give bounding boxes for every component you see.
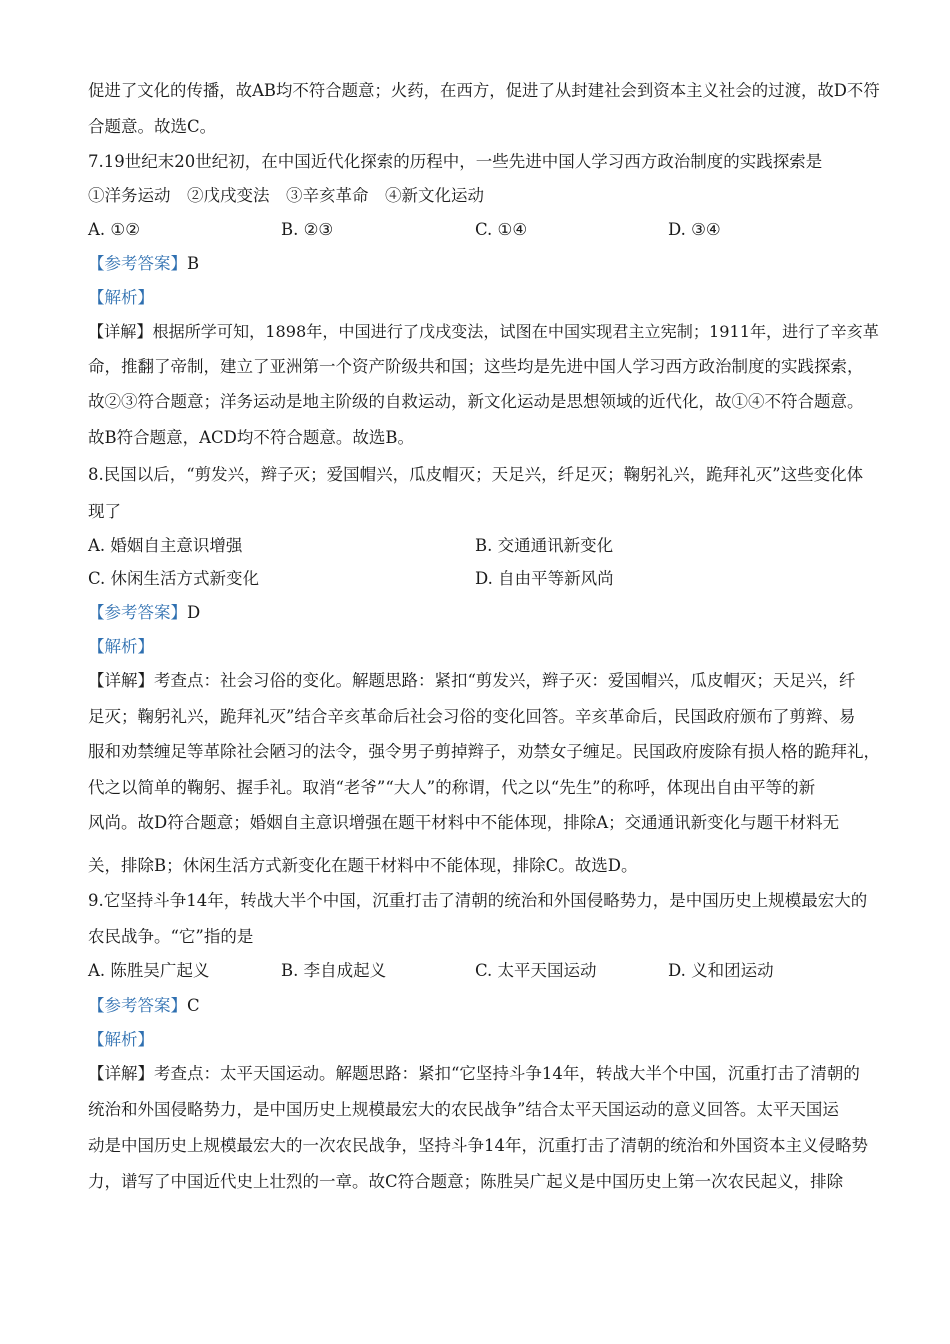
question-7-option-c: C. ①④: [475, 220, 528, 239]
text-line: 统治和外国侵略势力，是中国历史上规模最宏大的农民战争”结合太平天国运动的意义回答。太平天国运: [88, 1100, 839, 1119]
detail-text: 根据所学可知，1898年，中国进行了戊戌变法，试图在中国实现君主立宪制；1911年，进行了辛亥革: [152, 322, 879, 341]
question-9-stem: 9.它坚持斗争14年，转战大半个中国，沉重打击了清朝的统治和外国侵略势力，是中国历史上规模最宏大的: [88, 891, 868, 910]
question-8-option-b: B. 交通通讯新变化: [475, 536, 614, 555]
text-line: 动是中国历史上规模最宏大的一次农民战争，坚持斗争14年，沉重打击了清朝的统治和外国资本主义侵略势: [88, 1136, 868, 1155]
question-8-stem-cont: 现了: [88, 502, 121, 521]
question-8-analysis-tag: 【解析】: [88, 637, 154, 656]
question-9-option-b: B. 李自成起义: [281, 961, 387, 980]
text-line: 服和劝禁缠足等革除社会陋习的法令，强令男子剪掉辫子，劝禁女子缠足。民国政府废除有损人格的跪拜礼，: [88, 742, 880, 761]
answer-tag: 【参考答案】: [88, 603, 187, 622]
question-8-option-d: D. 自由平等新风尚: [475, 569, 614, 588]
question-8-answer: [88, 602, 200, 624]
question-8-option-a: A. 婚姻自主意识增强: [88, 536, 243, 555]
answer-tag: 【参考答案】: [88, 254, 187, 273]
text-line: 风尚。故D符合题意；婚姻自主意识增强在题干材料中不能体现，排除A；交通通讯新变化与题干材料无: [88, 813, 840, 832]
question-9-analysis-tag: 【解析】: [88, 1030, 154, 1049]
text-line: 力，谱写了中国近代史上壮烈的一章。故C符合题意；陈胜吴广起义是中国历史上第一次农民起义，排除: [88, 1172, 844, 1191]
text-line: 命，推翻了帝制，建立了亚洲第一个资产阶级共和国；这些均是先进中国人学习西方政治制度的实践探索，: [88, 357, 864, 376]
question-9-option-d: D. 义和团运动: [668, 961, 774, 980]
question-7-items: ①洋务运动 ②戊戌变法 ③辛亥革命 ④新文化运动: [88, 186, 484, 205]
question-9-option-c: C. 太平天国运动: [475, 961, 597, 980]
question-9-option-a: A. 陈胜吴广起义: [88, 961, 210, 980]
text-line: 足灭；鞠躬礼兴，跪拜礼灭”结合辛亥革命后社会习俗的变化回答。辛亥革命后，民国政府颁布了剪辫、易: [88, 707, 856, 726]
text-line: 故②③符合题意；洋务运动是地主阶级的自救运动，新文化运动是思想领域的近代化，故①④不符合题意。: [88, 392, 864, 411]
detail-tag: 【详解】: [88, 671, 154, 690]
question-7-option-d: D. ③④: [668, 220, 721, 239]
text-line: 故B符合题意，ACD均不符合题意。故选B。: [88, 428, 415, 447]
answer-value: B: [187, 254, 200, 273]
question-7-detail: [88, 321, 879, 343]
text-line: 合题意。故选C。: [88, 117, 217, 136]
text-line: 关，排除B；休闲生活方式新变化在题干材料中不能体现，排除C。故选D。: [88, 856, 638, 875]
answer-tag: 【参考答案】: [88, 996, 187, 1015]
text-line: 代之以简单的鞠躬、握手礼。取消“老爷”“大人”的称谓，代之以“先生”的称呼，体现出自由平等的新: [88, 778, 816, 797]
detail-tag: 【详解】: [88, 322, 153, 341]
detail-tag: 【详解】: [88, 1064, 154, 1083]
detail-text: 考查点：太平天国运动。解题思路：紧扣“它坚持斗争14年，转战大半个中国，沉重打击了清朝的: [154, 1064, 860, 1083]
question-8-stem: 8.民国以后，“剪发兴，辫子灭；爱国帽兴，瓜皮帽灭；天足兴，纤足灭；鞠躬礼兴，跪拜礼灭”这些变化体: [88, 465, 864, 484]
question-7-option-b: B. ②③: [281, 220, 334, 239]
question-7-stem: 7.19世纪末20世纪初，在中国近代化探索的历程中，一些先进中国人学习西方政治制度的实践探索是: [88, 152, 823, 171]
question-8-detail: [88, 670, 855, 692]
question-8-option-c: C. 休闲生活方式新变化: [88, 569, 260, 588]
question-7-answer: [88, 253, 199, 275]
question-7-analysis-tag: 【解析】: [88, 288, 154, 307]
question-9-answer: [88, 995, 200, 1017]
answer-value: C: [187, 996, 200, 1015]
answer-value: D: [187, 603, 201, 622]
question-9-detail: [88, 1063, 860, 1085]
detail-text: 考查点：社会习俗的变化。解题思路：紧扣“剪发兴，辫子灭：爱国帽兴，瓜皮帽灭；天足兴，纤: [154, 671, 856, 690]
question-9-stem-cont: 农民战争。“它”指的是: [88, 927, 254, 946]
question-7-option-a: A. ①②: [88, 220, 140, 239]
text-line: 促进了文化的传播，故AB均不符合题意；火药，在西方，促进了从封建社会到资本主义社会的过渡，故D不符: [88, 81, 880, 100]
